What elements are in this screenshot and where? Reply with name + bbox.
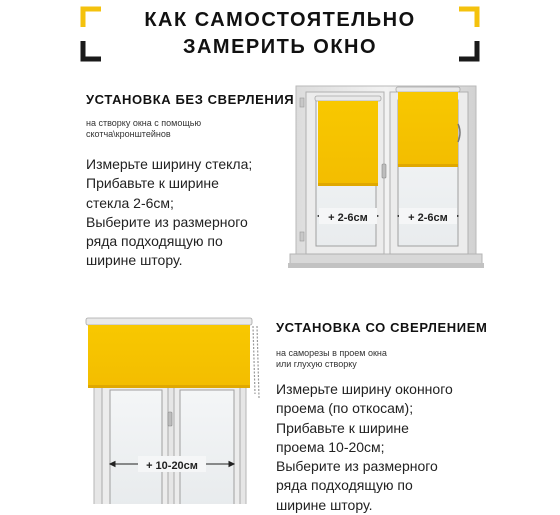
- no-drilling-steps: [86, 155, 252, 271]
- no-drilling-heading: УСТАНОВКА БЕЗ СВЕРЛЕНИЯ: [86, 92, 295, 107]
- drilling-note-line-1: на саморезы в проем окна: [276, 348, 387, 358]
- corner-bracket-bottom-right: [458, 40, 480, 62]
- measure-label-right: + 2-6см: [408, 212, 448, 224]
- drilling-step: Измерьте ширину оконного: [276, 381, 453, 397]
- corner-bracket-bottom-left: [80, 40, 102, 62]
- page-title-line-1: КАК САМОСТОЯТЕЛЬНО: [144, 9, 416, 31]
- no-drilling-step: Измерьте ширину стекла;: [86, 156, 253, 172]
- corner-bracket-top-left: [80, 6, 102, 28]
- drilling-heading: УСТАНОВКА СО СВЕРЛЕНИЕМ: [276, 320, 488, 335]
- drilling-step: проема 10-20см;: [276, 438, 385, 455]
- window-illustration-no-drilling: [288, 82, 484, 272]
- no-drilling-step: Выберите из размерного: [86, 213, 248, 230]
- drilling-step: ширине штору.: [276, 496, 373, 513]
- no-drilling-step: стекла 2-6см;: [86, 194, 174, 211]
- page-title-line-2: ЗАМЕРИТЬ ОКНО: [182, 36, 378, 58]
- no-drilling-step: Прибавьте к ширине: [86, 175, 219, 192]
- drilling-step: проема (по откосам);: [276, 400, 414, 417]
- no-drilling-step: ряда подходящую по: [86, 233, 223, 250]
- corner-bracket-top-right: [458, 6, 480, 28]
- drilling-step: Прибавьте к ширине: [276, 419, 409, 436]
- no-drilling-step: ширине штору.: [86, 252, 183, 269]
- drilling-step: ряда подходящую по: [276, 477, 413, 494]
- no-drilling-note-line-2: скотча\кронштейнов: [86, 129, 171, 139]
- drilling-step: Выберите из размерного: [276, 458, 438, 475]
- drilling-steps: [276, 380, 453, 515]
- window-illustration-drilling: [82, 314, 262, 504]
- measure-label-left: + 2-6см: [328, 212, 368, 224]
- drilling-note-line-2: или глухую створку: [276, 359, 357, 369]
- measure-label: + 10-20см: [146, 460, 198, 472]
- no-drilling-note-line-1: на створку окна с помощью: [86, 118, 202, 128]
